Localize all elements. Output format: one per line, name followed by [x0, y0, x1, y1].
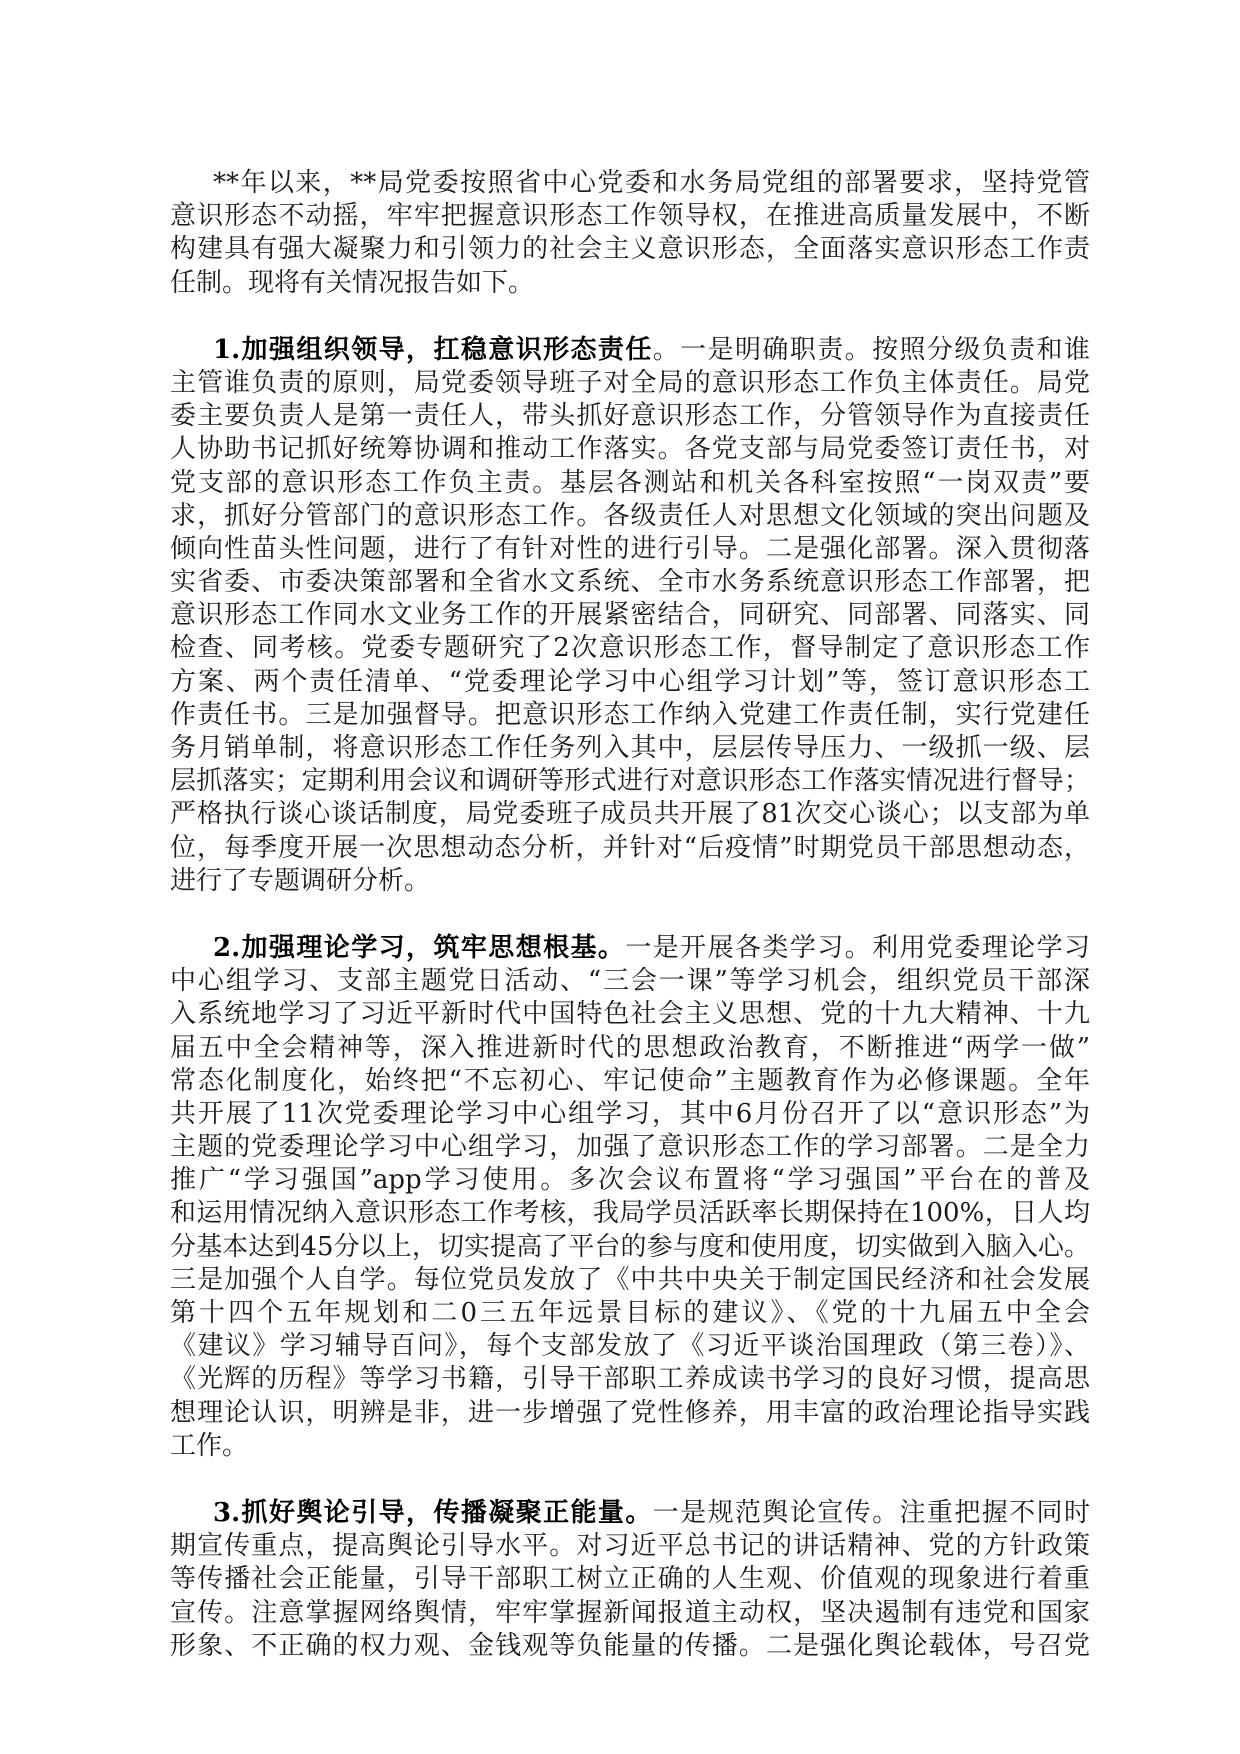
paragraph-line: 届五中全会精神等，深入推进新时代的思想政治教育，不断推进“两学一做”: [170, 1032, 1090, 1063]
paragraph-first-line: [170, 167, 1090, 200]
paragraph-line: 构建具有强大凝聚力和引领力的社会主义意识形态，全面落实意识形态工作责: [170, 234, 1090, 265]
paragraph-line: 《建议》学习辅导百问》，每个支部发放了《习近平谈治国理政（第三卷）》、: [170, 1331, 1090, 1362]
paragraph-line: 人协助书记抓好统筹协调和推动工作落实。各党支部与局党委签订责任书，对: [170, 434, 1090, 465]
section-heading: 2.加强理论学习，筑牢思想根基。: [213, 932, 626, 963]
paragraph-line: 主管谁负责的原则，局党委领导班子对全局的意识形态工作负主体责任。局党: [170, 367, 1090, 398]
section-paragraph: [170, 932, 1090, 1463]
paragraph-line: 意识形态不动摇，牢牢把握意识形态工作领导权，在推进高质量发展中，不断: [170, 201, 1090, 232]
section-paragraph: [170, 1497, 1090, 1663]
paragraph-line: 意识形态工作同水文业务工作的开展紧密结合，同研究、同部署、同落实、同: [170, 600, 1090, 631]
paragraph-line: 期宣传重点，提高舆论引导水平。对习近平总书记的讲话精神、党的方针政策: [170, 1531, 1090, 1562]
paragraph-line: 进行了专题调研分析。: [170, 865, 431, 896]
paragraph-line: 入系统地学习了习近平新时代中国特色社会主义思想、党的十九大精神、十九: [170, 999, 1090, 1030]
paragraph-text: **年以来，**局党委按照省中心党委和水务局党组的部署要求，坚持党管: [213, 168, 1090, 198]
paragraph-text: 一是规范舆论宣传。注重把握不同时: [652, 1497, 1090, 1528]
paragraph-line: 委主要负责人是第一责任人，带头抓好意识形态工作，分管领导作为直接责任: [170, 401, 1090, 432]
paragraph-line: 形象、不正确的权力观、金钱观等负能量的传播。二是强化舆论载体，号召党: [170, 1630, 1090, 1661]
paragraph-text: 一是开展各类学习。利用党委理论学习: [625, 932, 1090, 963]
paragraph-line: 《光辉的历程》等学习书籍，引导干部职工养成读书学习的良好习惯，提高思: [170, 1364, 1090, 1395]
paragraph-line: 主题的党委理论学习中心组学习，加强了意识形态工作的学习部署。二是全力: [170, 1132, 1090, 1163]
paragraph-line: 想理论认识，明辨是非，进一步增强了党性修养，用丰富的政治理论指导实践: [170, 1397, 1090, 1428]
section-paragraph: [170, 334, 1090, 898]
paragraph-line: 共开展了11次党委理论学习中心组学习，其中6月份召开了以“意识形态”为: [170, 1098, 1090, 1129]
paragraph-line: 和运用情况纳入意识形态工作考核，我局学员活跃率长期保持在100%，日人均: [170, 1198, 1090, 1229]
paragraph-text: 。一是明确职责。按照分级负责和谁: [652, 334, 1090, 365]
paragraph-line: 常态化制度化，始终把“不忘初心、牢记使命”主题教育作为必修课题。全年: [170, 1065, 1090, 1096]
paragraph-line: 三是加强个人自学。每位党员发放了《中共中央关于制定国民经济和社会发展: [170, 1264, 1090, 1295]
paragraph-line: 宣传。注意掌握网络舆情，牢牢掌握新闻报道主动权，坚决遏制有违党和国家: [170, 1597, 1090, 1628]
paragraph-line: 检查、同考核。党委专题研究了2次意识形态工作，督导制定了意识形态工作: [170, 633, 1090, 664]
paragraph-line: 中心组学习、支部主题党日活动、“三会一课”等学习机会，组织党员干部深: [170, 966, 1090, 997]
paragraph-line: 方案、两个责任清单、“党委理论学习中心组学习计划”等，签订意识形态工: [170, 666, 1090, 697]
paragraph-line: 作责任书。三是加强督导。把意识形态工作纳入党建工作责任制，实行党建任: [170, 699, 1090, 730]
paragraph-line: 务月销单制，将意识形态工作任务列入其中，层层传导压力、一级抓一级、层: [170, 733, 1090, 763]
paragraph-line: 实省委、市委决策部署和全省水文系统、全市水务系统意识形态工作部署，把: [170, 567, 1090, 598]
paragraph-first-line: [170, 334, 1090, 367]
document-body: [170, 167, 1090, 1697]
paragraph-line: 倾向性苗头性问题，进行了有针对性的进行引导。二是强化部署。深入贯彻落: [170, 533, 1090, 564]
paragraph-line: 工作。: [170, 1430, 249, 1461]
paragraph-line: 等传播社会正能量，引导干部职工树立正确的人生观、价值观的现象进行着重: [170, 1564, 1090, 1595]
section-heading: 3.抓好舆论引导，传播凝聚正能量。: [213, 1497, 653, 1528]
paragraph-line: 严格执行谈心谈话制度，局党委班子成员共开展了81次交心谈心；以支部为单: [170, 799, 1090, 830]
paragraph-line: 层抓落实；定期利用会议和调研等形式进行对意识形态工作落实情况进行督导；: [170, 766, 1090, 797]
paragraph-line: 分基本达到45分以上，切实提高了平台的参与度和使用度，切实做到入脑入心。: [170, 1231, 1090, 1262]
paragraph-line: 位，每季度开展一次思想动态分析，并针对“后疫情”时期党员干部思想动态，: [170, 832, 1090, 863]
intro-paragraph: [170, 167, 1090, 300]
paragraph-line: 任制。现将有关情况报告如下。: [170, 267, 535, 298]
section-heading: 1.加强组织领导，扛稳意识形态责任: [213, 334, 653, 365]
paragraph-line: 推广“学习强国”app学习使用。多次会议布置将“学习强国”平台在的普及: [170, 1165, 1090, 1196]
paragraph-first-line: [170, 1497, 1090, 1530]
paragraph-first-line: [170, 932, 1090, 965]
paragraph-line: 党支部的意识形态工作负主责。基层各测站和机关各科室按照“一岗双责”要: [170, 467, 1090, 498]
paragraph-line: 第十四个五年规划和二0三五年远景目标的建议》、《党的十九届五中全会: [170, 1298, 1090, 1328]
paragraph-line: 求，抓好分管部门的意识形态工作。各级责任人对思想文化领域的突出问题及: [170, 500, 1090, 531]
